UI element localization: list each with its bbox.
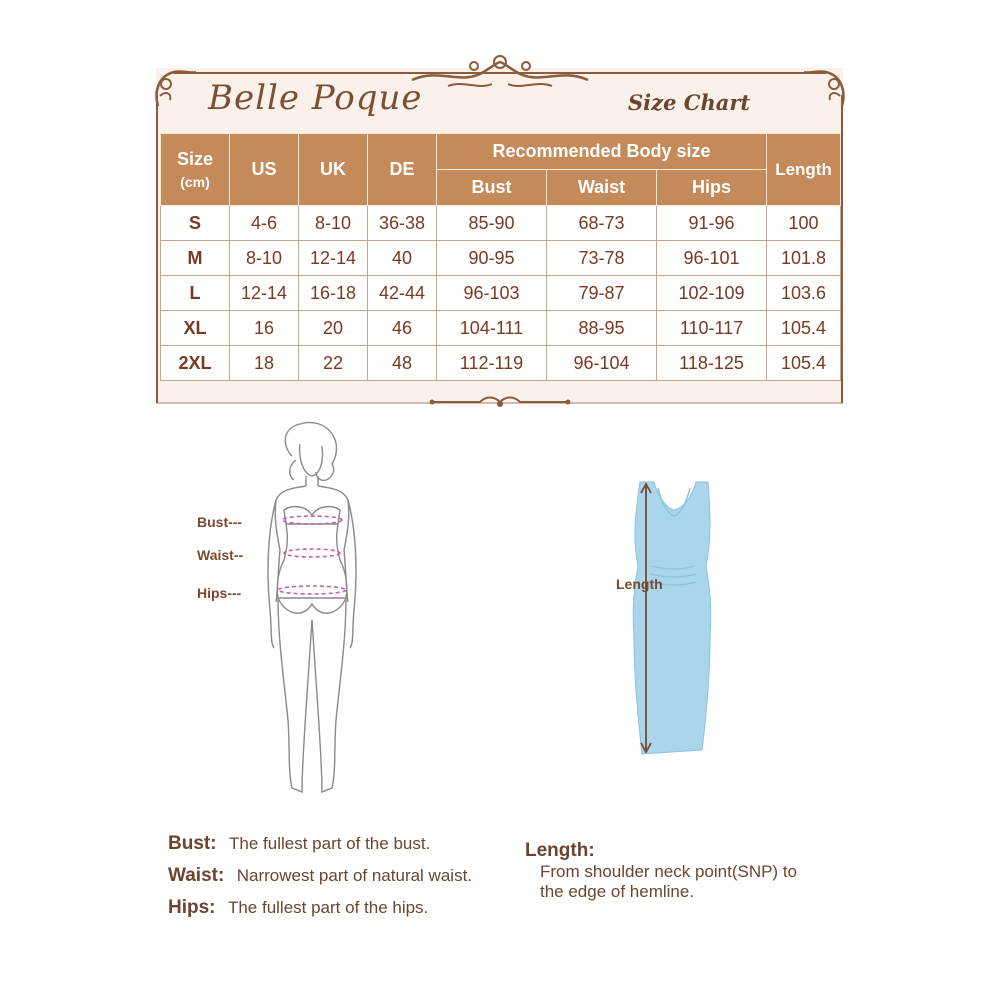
- size-table: [160, 133, 841, 381]
- table-cell: 16-18: [299, 276, 368, 311]
- definition-bust-text: The fullest part of the bust.: [229, 834, 431, 853]
- ornament-bottom-center-icon: [428, 392, 572, 412]
- table-cell: 12-14: [230, 276, 299, 311]
- frame-right-border: [841, 95, 843, 403]
- table-cell: 90-95: [437, 241, 547, 276]
- table-cell: 12-14: [299, 241, 368, 276]
- hips-label: Hips---: [197, 585, 242, 601]
- table-cell: 105.4: [767, 346, 841, 381]
- header-size: Size (cm): [161, 134, 230, 206]
- definition-bust: [168, 833, 430, 855]
- table-cell: 4-6: [230, 206, 299, 241]
- header-de: DE: [368, 134, 437, 206]
- bust-label: Bust---: [197, 514, 243, 530]
- table-cell: 36-38: [368, 206, 437, 241]
- size-cell: 2XL: [161, 346, 230, 381]
- definition-bust-term: Bust:: [168, 833, 217, 854]
- table-cell: 16: [230, 311, 299, 346]
- ornament-top-right-icon: [800, 66, 848, 110]
- table-row: [161, 206, 841, 241]
- table-cell: 96-103: [437, 276, 547, 311]
- definition-hips-term: Hips:: [168, 897, 216, 918]
- size-cell: XL: [161, 311, 230, 346]
- ornament-top-left-icon: [152, 66, 200, 110]
- table-row: [161, 241, 841, 276]
- table-cell: 96-101: [657, 241, 767, 276]
- table-cell: 46: [368, 311, 437, 346]
- definition-waist: [168, 865, 472, 887]
- table-cell: 103.6: [767, 276, 841, 311]
- table-cell: 73-78: [547, 241, 657, 276]
- table-row: [161, 311, 841, 346]
- table-cell: 8-10: [299, 206, 368, 241]
- frame-left-border: [156, 95, 158, 403]
- definition-length-text-1: From shoulder neck point(SNP) to: [540, 862, 797, 881]
- size-table-body: [161, 206, 841, 381]
- table-cell: 104-111: [437, 311, 547, 346]
- table-cell: 88-95: [547, 311, 657, 346]
- size-cell: M: [161, 241, 230, 276]
- table-cell: 118-125: [657, 346, 767, 381]
- table-cell: 20: [299, 311, 368, 346]
- dress-illustration: [622, 478, 722, 760]
- definition-hips-text: The fullest part of the hips.: [227, 898, 429, 917]
- table-cell: 68-73: [547, 206, 657, 241]
- definition-length-text-2: the edge of hemline.: [540, 882, 695, 901]
- definition-length-term: Length:: [525, 840, 595, 861]
- ornament-top-center-icon: [408, 50, 592, 94]
- table-cell: 101.8: [767, 241, 841, 276]
- header-size-unit: (cm): [180, 174, 210, 190]
- header-hips: Hips: [657, 170, 767, 206]
- body-figure-illustration: [262, 420, 372, 800]
- table-cell: 100: [767, 206, 841, 241]
- table-cell: 105.4: [767, 311, 841, 346]
- header-bust: Bust: [437, 170, 547, 206]
- header-recommended: Recommended Body size: [437, 134, 767, 170]
- definition-waist-term: Waist:: [168, 865, 225, 886]
- definition-waist-text: Narrowest part of natural waist.: [236, 866, 473, 885]
- table-cell: 85-90: [437, 206, 547, 241]
- table-row: [161, 346, 841, 381]
- table-cell: 112-119: [437, 346, 547, 381]
- table-cell: 102-109: [657, 276, 767, 311]
- table-cell: 110-117: [657, 311, 767, 346]
- waist-label: Waist--: [197, 547, 244, 563]
- definition-length: [525, 840, 797, 902]
- page-title: Size Chart: [628, 90, 751, 115]
- length-label: Length: [616, 576, 663, 592]
- table-cell: 79-87: [547, 276, 657, 311]
- header-length: Length: [767, 134, 841, 206]
- table-cell: 8-10: [230, 241, 299, 276]
- table-cell: 96-104: [547, 346, 657, 381]
- table-row: [161, 276, 841, 311]
- table-cell: 40: [368, 241, 437, 276]
- header-waist: Waist: [547, 170, 657, 206]
- brand-logo: Belle Poque: [208, 78, 423, 118]
- size-cell: S: [161, 206, 230, 241]
- table-cell: 18: [230, 346, 299, 381]
- header-uk: UK: [299, 134, 368, 206]
- table-cell: 48: [368, 346, 437, 381]
- table-cell: 22: [299, 346, 368, 381]
- definition-hips: [168, 897, 428, 919]
- size-cell: L: [161, 276, 230, 311]
- table-cell: 42-44: [368, 276, 437, 311]
- header-us: US: [230, 134, 299, 206]
- table-cell: 91-96: [657, 206, 767, 241]
